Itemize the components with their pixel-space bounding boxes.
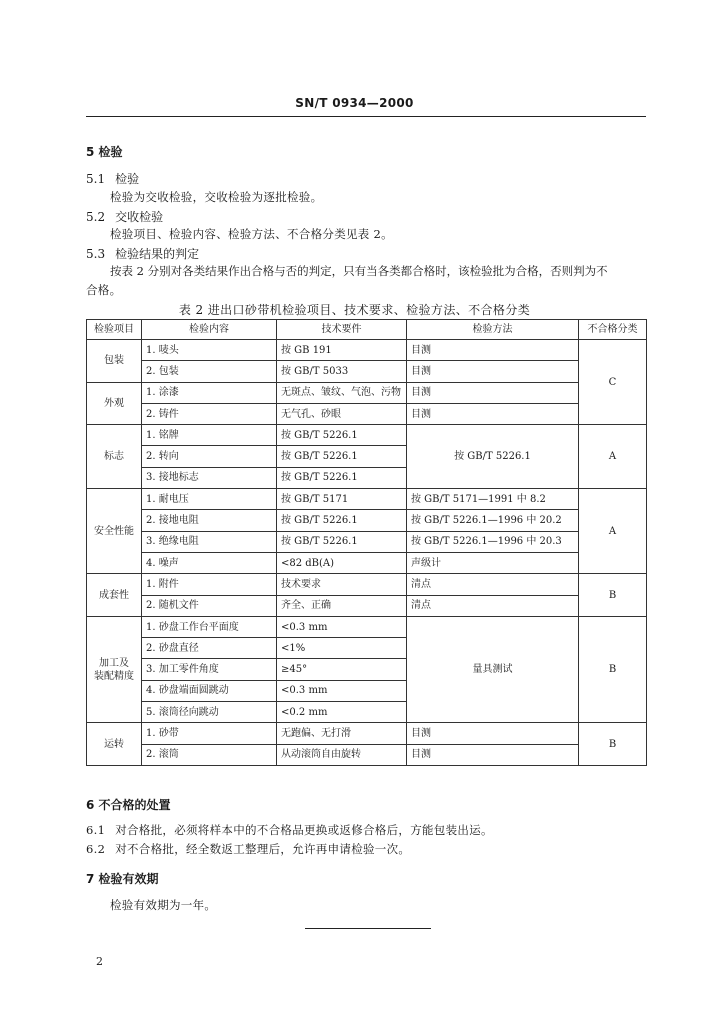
section-text: 对合格批，必须将样本中的不合格品更换或返修合格后，方能包装出运。 xyxy=(115,823,493,837)
group-name: 包装 xyxy=(87,340,142,383)
technical-requirement: 无斑点、皱纹、气泡、污物 xyxy=(277,382,407,403)
technical-requirement: <82 dB(A) xyxy=(277,552,407,573)
nonconformity-class: A xyxy=(579,489,647,574)
section-5-3-text-line1: 按表 2 分别对各类结果作出合格与否的判定，只有当各类都合格时，该检验批为合格，否则判为不 xyxy=(110,264,608,278)
inspection-method: 按 GB/T 5226.1—1996 中 20.2 xyxy=(407,510,579,531)
table-row xyxy=(87,403,647,424)
inspection-method: 目测 xyxy=(407,723,579,744)
inspection-content: 3. 加工零件角度 xyxy=(142,659,277,680)
technical-requirement: <0.3 mm xyxy=(277,616,407,637)
section-number: 5.1 xyxy=(86,172,106,186)
inspection-content: 4. 噪声 xyxy=(142,552,277,573)
inspection-content: 1. 涂漆 xyxy=(142,382,277,403)
table-header-row xyxy=(87,320,647,340)
inspection-content: 1. 附件 xyxy=(142,574,277,595)
inspection-content: 1. 铭牌 xyxy=(142,425,277,446)
table-row xyxy=(87,489,647,510)
inspection-content: 1. 砂带 xyxy=(142,723,277,744)
inspection-method: 清点 xyxy=(407,595,579,616)
inspection-content: 2. 包装 xyxy=(142,361,277,382)
technical-requirement: <0.3 mm xyxy=(277,680,407,701)
table-row xyxy=(87,723,647,744)
table-row xyxy=(87,340,647,361)
section-7-text: 检验有效期为一年。 xyxy=(110,898,217,912)
page-number: 2 xyxy=(96,955,103,968)
group-name: 外观 xyxy=(87,382,142,425)
inspection-method: 目测 xyxy=(407,382,579,403)
technical-requirement: 按 GB 191 xyxy=(277,340,407,361)
column-header: 检验项目 xyxy=(87,320,142,340)
section-5-2-text: 检验项目、检验内容、检验方法、不合格分类见表 2。 xyxy=(110,227,393,241)
group-name-line: 加工及 xyxy=(99,657,129,669)
technical-requirement: 无跑偏、无打滑 xyxy=(277,723,407,744)
inspection-content: 1. 砂盘工作台平面度 xyxy=(142,616,277,637)
inspection-method: 按 GB/T 5171—1991 中 8.2 xyxy=(407,489,579,510)
technical-requirement: <0.2 mm xyxy=(277,702,407,723)
inspection-method: 目测 xyxy=(407,340,579,361)
section-5-1-heading xyxy=(86,170,139,187)
technical-requirement: 按 GB/T 5226.1 xyxy=(277,510,407,531)
column-header: 检验内容 xyxy=(142,320,277,340)
inspection-method: 目测 xyxy=(407,403,579,424)
inspection-content: 2. 铸件 xyxy=(142,403,277,424)
group-name: 成套性 xyxy=(87,574,142,617)
inspection-method: 目测 xyxy=(407,744,579,765)
technical-requirement: ≥45° xyxy=(277,659,407,680)
section-5-2-heading xyxy=(86,208,163,225)
technical-requirement: 无气孔、砂眼 xyxy=(277,403,407,424)
table-row xyxy=(87,425,647,446)
inspection-content: 2. 滚筒 xyxy=(142,744,277,765)
section-text: 对不合格批，经全数返工整理后，允许再申请检验一次。 xyxy=(115,842,411,856)
table-row xyxy=(87,361,647,382)
section-title: 检验 xyxy=(115,172,140,186)
table-row xyxy=(87,744,647,765)
section-number: 6.2 xyxy=(86,842,106,856)
header-rule xyxy=(86,116,646,117)
inspection-content: 3. 接地标志 xyxy=(142,467,277,488)
table-row xyxy=(87,510,647,531)
inspection-content: 1. 唛头 xyxy=(142,340,277,361)
column-header: 检验方法 xyxy=(407,320,579,340)
section-title: 交收检验 xyxy=(115,210,164,224)
section-number: 5.3 xyxy=(86,247,106,261)
table-row xyxy=(87,382,647,403)
inspection-content: 2. 接地电阻 xyxy=(142,510,277,531)
section-6-2 xyxy=(86,841,410,857)
inspection-content: 5. 滚筒径向跳动 xyxy=(142,702,277,723)
inspection-method: 量具测试 xyxy=(407,616,579,722)
table-row xyxy=(87,552,647,573)
group-name: 运转 xyxy=(87,723,142,766)
section-number: 6.1 xyxy=(86,823,106,837)
section-5-1-text: 检验为交收检验，交收检验为逐批检验。 xyxy=(110,190,323,204)
inspection-content: 4. 砂盘端面圆跳动 xyxy=(142,680,277,701)
inspection-method: 按 GB/T 5226.1—1996 中 20.3 xyxy=(407,531,579,552)
table-row xyxy=(87,574,647,595)
nonconformity-class: B xyxy=(579,616,647,722)
section-6-1 xyxy=(86,822,493,838)
group-name: 标志 xyxy=(87,425,142,489)
section-5-3-heading xyxy=(86,245,199,262)
inspection-method: 按 GB/T 5226.1 xyxy=(407,425,579,489)
nonconformity-class: A xyxy=(579,425,647,489)
nonconformity-class: B xyxy=(579,723,647,766)
nonconformity-class: C xyxy=(579,340,647,425)
table-row xyxy=(87,595,647,616)
inspection-content: 2. 砂盘直径 xyxy=(142,638,277,659)
technical-requirement: 从动滚筒自由旋转 xyxy=(277,744,407,765)
inspection-method: 清点 xyxy=(407,574,579,595)
technical-requirement: <1% xyxy=(277,638,407,659)
inspection-method: 目测 xyxy=(407,361,579,382)
group-name xyxy=(87,616,142,722)
inspection-table xyxy=(86,319,647,766)
column-header: 不合格分类 xyxy=(579,320,647,340)
technical-requirement: 按 GB/T 5226.1 xyxy=(277,467,407,488)
section-number: 5.2 xyxy=(86,210,106,224)
group-name: 安全性能 xyxy=(87,489,142,574)
section-5-3-text-line2: 合格。 xyxy=(86,283,122,297)
inspection-content: 2. 转向 xyxy=(142,446,277,467)
inspection-content: 1. 耐电压 xyxy=(142,489,277,510)
end-rule xyxy=(305,928,431,929)
table-row xyxy=(87,616,647,637)
section-title: 检验结果的判定 xyxy=(115,247,200,261)
technical-requirement: 齐全、正确 xyxy=(277,595,407,616)
technical-requirement: 技术要求 xyxy=(277,574,407,595)
standard-code: SN/T 0934—2000 xyxy=(295,96,414,110)
table-row xyxy=(87,531,647,552)
section-7-title: 7 检验有效期 xyxy=(86,872,159,886)
technical-requirement: 按 GB/T 5226.1 xyxy=(277,531,407,552)
inspection-method: 声级计 xyxy=(407,552,579,573)
technical-requirement: 按 GB/T 5171 xyxy=(277,489,407,510)
table-caption: 表 2 进出口砂带机检验项目、技术要求、检验方法、不合格分类 xyxy=(178,303,531,317)
technical-requirement: 按 GB/T 5033 xyxy=(277,361,407,382)
section-5-title: 5 检验 xyxy=(86,145,123,159)
nonconformity-class: B xyxy=(579,574,647,617)
column-header: 技术要件 xyxy=(277,320,407,340)
section-6-title: 6 不合格的处置 xyxy=(86,798,171,812)
technical-requirement: 按 GB/T 5226.1 xyxy=(277,446,407,467)
inspection-content: 3. 绝缘电阻 xyxy=(142,531,277,552)
inspection-content: 2. 随机文件 xyxy=(142,595,277,616)
technical-requirement: 按 GB/T 5226.1 xyxy=(277,425,407,446)
group-name-line: 装配精度 xyxy=(94,670,134,682)
